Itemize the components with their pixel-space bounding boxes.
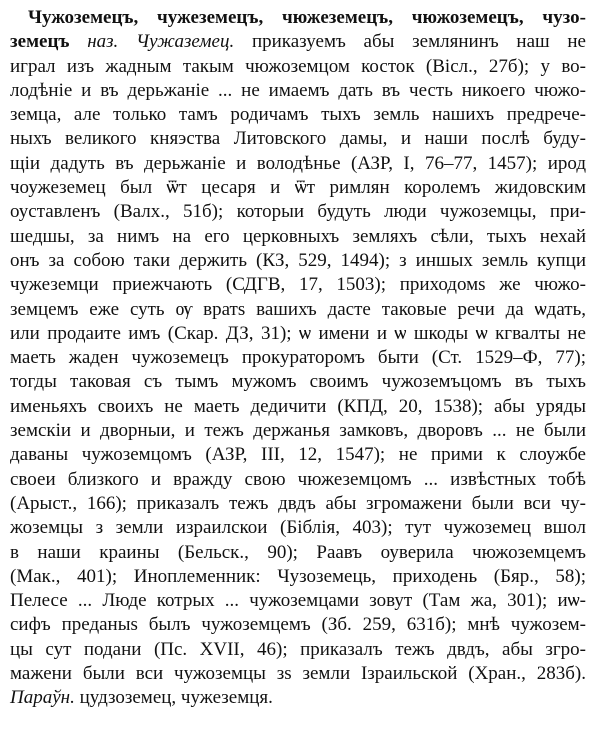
entry-text: даваны чужоземцомъ (АЗР, ІІІ, 12, 1547); не прими к слоужбе [10,444,586,466]
entry-line [10,79,586,103]
entry-text: шедшы, за нимъ на его церковныхъ земляхъ сѣли, тыхъ нехай [10,225,586,247]
entry-line [10,152,586,176]
entry-line [10,613,586,637]
entry-text: земскіи и дворныи, и тежъ держанья замковъ, дворовъ ... не были [10,420,586,442]
entry-text: оуставленъ (Валх., 51б); которыи будуть люди чужоземцы, при- [10,201,586,223]
entry-line [10,638,586,662]
entry-text: мажени были вси чужоземцы зѕ земли Ізраильской (Хран., 283б). [10,663,586,685]
entry-line [10,225,586,249]
entry-text: чужеземци приежчають (СДГВ, 17, 1503); приходомѕ же чюжо- [10,274,586,296]
entry-text: приказуемъ абы землянинъ наш не [234,31,586,53]
entry-text: играл изъ жадным такым чюжоземцом косток (Вісл., 27б); у во- [10,55,586,77]
entry-text: именьяхъ своихъ не маеть дедичити (КПД, 20, 1538); абы уряды [10,395,586,417]
entry-line [10,589,586,613]
entry-line [10,273,586,297]
entry-line [10,55,586,79]
entry-line [10,30,586,54]
entry-line [10,200,586,224]
entry-line [10,686,586,710]
entry-line [10,370,586,394]
entry-line [10,443,586,467]
entry-text: чоужеземец был ѿт цесаря и ѿт римлян королемъ жидовским [10,177,586,199]
entry-text: щіи дадуть въ дерьжаніе и володѣнье (АЗР, І, 76–77, 1457); ирод [10,152,586,174]
entry-text: цудзоземец, чужеземця. [74,687,273,709]
headword: Чужоземецъ, чужеземецъ, чюжеземецъ, чюжоземецъ, чузо- [28,7,586,28]
entry-text: своеи близкого и вражду свою чюжеземцомъ ... извѣстных тобѣ [10,468,586,490]
entry-line [10,346,586,370]
entry-line [10,6,586,30]
entry-line [10,565,586,589]
entry-text: маеть жаден чужоземецъ прокураторомъ быти (Ст. 1529–Ф, 77); [10,347,586,369]
entry-text: сифъ преданыѕ былъ чужоземцемъ (Зб. 259, 631б); мнѣ чужозем- [10,614,586,636]
entry-text: цы сут подани (Пс. XVII, 46); приказалъ тежъ двдъ, абы згро- [10,638,586,660]
entry-text: (Арыст., 166); приказалъ тежъ двдъ абы згромажени были вси чу- [10,492,586,514]
entry-text: земца, але только тамъ родичамъ тыхъ земль нашихъ предрече- [10,104,586,126]
entry-line [10,103,586,127]
entry-line [10,322,586,346]
entry-text: земцемъ еже суть ѹ вратѕ вашихъ дасте таковые речи да ѡдать, [10,298,586,320]
entry-text: жоземцы з земли израилскои (Біблія, 403); тут чужоземец вшол [10,517,586,539]
italic-label: Параўн. [10,687,75,709]
entry-text: или продаите имъ (Скар. ДЗ, 31); ѡ имени и ѡ шкоды ѡ кгвалты не [10,322,586,344]
entry-line [10,492,586,516]
entry-line [10,176,586,200]
entry-text: тогды таковая съ тымъ мужомъ своимъ чужоземъцомъ въ тыхъ [10,371,586,393]
entry-line [10,395,586,419]
entry-text: Пелесе ... Люде котрых ... чужоземцами зовут (Там жа, 301); иѡ- [10,590,586,612]
entry-text: в наши краины (Бельск., 90); Раавъ оуверила чюжоземцемъ [10,541,586,563]
entry-line [10,249,586,273]
entry-text: (Мак., 401); Иноплеменник: Чузоземець, приходень (Бяр., 58); [10,565,586,587]
entry-text: онъ за собою таки держить (КЗ, 529, 1494); з иншых земль купци [10,249,586,271]
entry-line [10,662,586,686]
italic-label: наз. Чужаземец. [69,31,235,53]
entry-line [10,127,586,151]
entry-line [10,298,586,322]
entry-text: ныхъ великого княэства Литовского дамы, и наши послѣ буду- [10,128,586,150]
entry-line [10,419,586,443]
headword: земецъ [10,31,70,53]
entry-line [10,516,586,540]
entry-line [10,541,586,565]
entry-line [10,468,586,492]
entry-text: лодѣніе и въ дерьжаніе ... не имаемъ дать въ честь никоего чюжо- [10,79,586,101]
